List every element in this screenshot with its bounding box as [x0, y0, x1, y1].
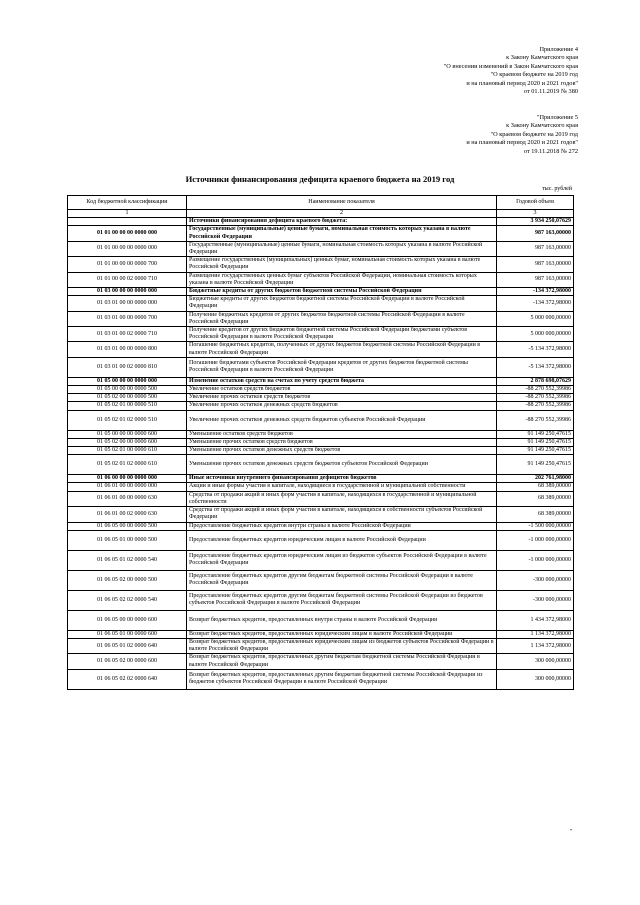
row-value: -5 134 372,98000 — [497, 357, 574, 377]
row-value: 202 761,98000 — [497, 475, 574, 483]
row-name: Уменьшение прочих остатков денежных средств бюджетов субъектов Российской Федерации — [187, 455, 497, 475]
column-header-name: Наименование показателя — [187, 196, 497, 210]
row-value: 300 000,00000 — [497, 669, 574, 689]
row-code: 01 06 05 01 00 0000 600 — [68, 630, 187, 638]
row-code: 01 05 02 00 00 0000 500 — [68, 394, 187, 402]
row-value: 68 389,00000 — [497, 507, 574, 522]
row-code: 01 06 05 01 00 0000 500 — [68, 530, 187, 550]
row-value: 91 149 250,47615 — [497, 447, 574, 455]
row-name: Размещение государственных (муниципальных) ценных бумаг, номинальная стоимость которых указана в валюте Российской Федерации — [187, 257, 497, 272]
row-code: 01 06 05 02 00 0000 500 — [68, 570, 187, 590]
row-name: Средства от продажи акций и иных форм участия в капитале, находящихся в государственной и муниципальной собственности — [187, 491, 497, 506]
row-value: 91 149 250,47615 — [497, 455, 574, 475]
row-name: Бюджетные кредиты от других бюджетов бюджетной системы Российской Федерации — [187, 288, 497, 296]
column-number-row — [68, 210, 574, 218]
row-name: Государственные (муниципальные) ценные бумаги, номинальная стоимость которых указана в валюте Российской Федерации — [187, 241, 497, 256]
table-row — [68, 410, 574, 430]
row-code: 01 03 01 00 00 0000 800 — [68, 342, 187, 357]
row-name: Предоставление бюджетных кредитов другим бюджетам бюджетной системы Российской Федерации в валюте Российской Федерации — [187, 570, 497, 590]
row-value: -1 000 000,00000 — [497, 530, 574, 550]
row-name: Предоставление бюджетных кредитов юридическим лицам в валюте Российской Федерации — [187, 530, 497, 550]
row-code: 01 01 00 00 02 0000 710 — [68, 272, 187, 287]
row-name: Размещение государственных ценных бумаг субъектов Российской Федерации, номинальная стоимость которых указана в валюте Российской Федерации — [187, 272, 497, 287]
row-value: -134 372,98000 — [497, 288, 574, 296]
table-row — [68, 550, 574, 570]
row-code: 01 06 05 02 00 0000 600 — [68, 654, 187, 669]
table-row — [68, 394, 574, 402]
table-row — [68, 272, 574, 287]
row-code — [68, 218, 187, 226]
table-row — [68, 402, 574, 410]
column-header-value: Годовой объем — [497, 196, 574, 210]
header-line: Приложение 4 — [539, 46, 578, 53]
sources-table — [67, 195, 574, 690]
row-name: Предоставление бюджетных кредитов другим бюджетам бюджетной системы Российской Федерации из бюджетов субъектов Российской Федерации в валюте Российской Федерации — [187, 590, 497, 610]
table-row — [68, 570, 574, 590]
row-value: 987 163,00000 — [497, 257, 574, 272]
row-value: 68 389,00000 — [497, 483, 574, 491]
header-original — [466, 114, 578, 156]
row-name: Увеличение прочих остатков денежных средств бюджетов — [187, 402, 497, 410]
row-code: 01 01 00 00 00 0000 700 — [68, 257, 187, 272]
row-code: 01 03 00 00 00 0000 000 — [68, 288, 187, 296]
row-code: 01 06 01 00 02 0000 630 — [68, 507, 187, 522]
row-name: Изменение остатков средств на счетах по учету средств бюджета — [187, 377, 497, 385]
row-value: 3 934 250,07629 — [497, 218, 574, 226]
header-line: "Приложение 5 — [536, 114, 578, 121]
table-row — [68, 630, 574, 638]
row-code: 01 01 00 00 00 0000 000 — [68, 226, 187, 241]
row-value: 68 389,00000 — [497, 491, 574, 506]
row-code: 01 03 01 00 00 0000 700 — [68, 311, 187, 326]
row-name: Средства от продажи акций и иных форм участия в капитале, находящихся в собственности субъектов Российской Федерации — [187, 507, 497, 522]
row-name: Увеличение прочих остатков средств бюджетов — [187, 394, 497, 402]
row-value: 987 163,00000 — [497, 272, 574, 287]
row-code: 01 06 05 02 02 0000 640 — [68, 669, 187, 689]
row-value: 91 149 250,47615 — [497, 430, 574, 438]
row-value: -88 270 552,39986 — [497, 410, 574, 430]
row-code: 01 05 02 00 00 0000 600 — [68, 438, 187, 446]
row-name: Погашение бюджетных кредитов, полученных от других бюджетов бюджетной системы Российской Федерации в валюте Российской Федерации — [187, 342, 497, 357]
row-name: Возврат бюджетных кредитов, предоставленных юридическим лицам в валюте Российской Федерации — [187, 630, 497, 638]
page-title: Источники финансирования дефицита краевого бюджета на 2019 год — [185, 174, 455, 184]
row-code: 01 06 00 00 00 0000 000 — [68, 475, 187, 483]
row-value: 5 000 000,00000 — [497, 327, 574, 342]
row-name: Предоставление бюджетных кредитов внутри страны в валюте Российской Федерации — [187, 522, 497, 530]
closing-quote-mark: " — [570, 829, 573, 835]
row-value: 1 434 372,98000 — [497, 610, 574, 630]
table-row — [68, 377, 574, 385]
row-name: Уменьшение остатков средств бюджетов — [187, 430, 497, 438]
column-number: 3 — [497, 210, 574, 218]
row-value: 987 163,00000 — [497, 226, 574, 241]
header-line: от 19.11.2018 № 272 — [523, 147, 578, 155]
row-code: 01 06 05 00 00 0000 600 — [68, 610, 187, 630]
header-line: "О краевом бюджете на 2019 год — [490, 71, 578, 79]
table-row — [68, 430, 574, 438]
row-code: 01 05 02 01 00 0000 510 — [68, 402, 187, 410]
row-code: 01 06 05 02 02 0000 540 — [68, 590, 187, 610]
row-code: 01 03 01 00 02 0000 710 — [68, 327, 187, 342]
table-row — [68, 669, 574, 689]
row-value: 2 878 698,07629 — [497, 377, 574, 385]
row-value: 1 134 372,98000 — [497, 638, 574, 653]
row-code: 01 06 05 01 02 0000 640 — [68, 638, 187, 653]
row-name: Возврат бюджетных кредитов, предоставленных внутри страны в валюте Российской Федерации — [187, 610, 497, 630]
row-code: 01 05 02 01 02 0000 510 — [68, 410, 187, 430]
table-row — [68, 447, 574, 455]
row-name: Увеличение остатков средств бюджетов — [187, 386, 497, 394]
table-row — [68, 638, 574, 653]
row-code: 01 06 05 00 00 0000 500 — [68, 522, 187, 530]
table-row — [68, 654, 574, 669]
row-value: 5 000 000,00000 — [497, 311, 574, 326]
header-line: от 01.11.2019 № 380 — [523, 88, 578, 96]
table-row — [68, 311, 574, 326]
row-code: 01 05 00 00 00 0000 000 — [68, 377, 187, 385]
table-row — [68, 491, 574, 506]
row-name: Акции и иные формы участия в капитале, находящиеся в государственной и муниципальной собственности — [187, 483, 497, 491]
column-number: 2 — [187, 210, 497, 218]
row-name: Уменьшение прочих остатков средств бюджетов — [187, 438, 497, 446]
row-name: Иные источники внутреннего финансирования дефицитов бюджетов — [187, 475, 497, 483]
row-value: -88 270 552,39986 — [497, 394, 574, 402]
table-row — [68, 530, 574, 550]
row-code: 01 05 02 01 00 0000 610 — [68, 447, 187, 455]
table-row — [68, 507, 574, 522]
row-name: Получение кредитов от других бюджетов бюджетной системы Российской Федерации бюджетами субъектов Российской Федерации в валюте Российской Федерации — [187, 327, 497, 342]
header-line: к Закону Камчатского края — [506, 122, 578, 130]
header-line: к Закону Камчатского края — [506, 54, 578, 62]
table-row — [68, 610, 574, 630]
row-value: -1 000 000,00000 — [497, 550, 574, 570]
table-row — [68, 288, 574, 296]
row-value: -88 270 552,39986 — [497, 386, 574, 394]
row-name: Погашение бюджетами субъектов Российской Федерации кредитов от других бюджетов бюджетной системы Российской Федерации в валюте Российской Федерации — [187, 357, 497, 377]
units-label: тыс. рублей — [542, 186, 572, 192]
column-header-code: Код бюджетной классификации — [68, 196, 187, 210]
header-line: "О краевом бюджете на 2019 год — [490, 130, 578, 138]
row-value: 300 000,00000 — [497, 654, 574, 669]
table-row — [68, 386, 574, 394]
row-name: Источники финансирования дефицита краевого бюджета: — [187, 218, 497, 226]
table-row — [68, 218, 574, 226]
table-header-row — [68, 196, 574, 210]
table-row — [68, 257, 574, 272]
column-number: 1 — [68, 210, 187, 218]
table-row — [68, 327, 574, 342]
row-name: Получение бюджетных кредитов от других бюджетов бюджетной системы Российской Федерации в валюте Российской Федерации — [187, 311, 497, 326]
row-code: 01 06 01 00 00 0000 630 — [68, 491, 187, 506]
table-row — [68, 475, 574, 483]
row-code: 01 06 01 00 00 0000 000 — [68, 483, 187, 491]
table-row — [68, 342, 574, 357]
row-value: 91 149 250,47615 — [497, 438, 574, 446]
table-row — [68, 226, 574, 241]
row-code: 01 06 05 01 02 0000 540 — [68, 550, 187, 570]
row-value: -1 500 000,00000 — [497, 522, 574, 530]
row-code: 01 05 00 00 00 0000 500 — [68, 386, 187, 394]
header-line: и на плановый период 2020 и 2021 годов" — [466, 139, 578, 147]
row-value: -300 000,00000 — [497, 570, 574, 590]
table-row — [68, 483, 574, 491]
table-row — [68, 522, 574, 530]
row-code: 01 05 00 00 00 0000 600 — [68, 430, 187, 438]
row-value: -88 270 552,39986 — [497, 402, 574, 410]
row-value: -5 134 372,98000 — [497, 342, 574, 357]
row-value: 1 134 372,98000 — [497, 630, 574, 638]
header-line: "О внесении изменений в Закон Камчатского края — [443, 62, 578, 70]
row-name: Возврат бюджетных кредитов, предоставленных юридическим лицам из бюджетов субъектов Российской Федерации в валюте Российской Федерации — [187, 638, 497, 653]
table-row — [68, 438, 574, 446]
table-row — [68, 357, 574, 377]
table-row — [68, 590, 574, 610]
table-row — [68, 241, 574, 256]
row-value: -300 000,00000 — [497, 590, 574, 610]
table-row — [68, 455, 574, 475]
row-name: Увеличение прочих остатков денежных средств бюджетов субъектов Российской Федерации — [187, 410, 497, 430]
row-name: Предоставление бюджетных кредитов юридическим лицам из бюджетов субъектов Российской Федерации в валюте Российской Федерации — [187, 550, 497, 570]
row-name: Возврат бюджетных кредитов, предоставленных другим бюджетам бюджетной системы Российской Федерации из бюджетов субъектов Российской Федерации в валюте Российской Федерации — [187, 669, 497, 689]
row-code: 01 03 01 00 02 0000 810 — [68, 357, 187, 377]
row-code: 01 01 00 00 00 0000 000 — [68, 241, 187, 256]
header-amendment — [444, 46, 578, 96]
row-name: Возврат бюджетных кредитов, предоставленных другим бюджетам бюджетной системы Российской Федерации в валюте Российской Федерации — [187, 654, 497, 669]
table-row — [68, 296, 574, 311]
row-name: Государственные (муниципальные) ценные бумаги, номинальная стоимость которых указана в валюте Российской Федерации — [187, 226, 497, 241]
row-code: 01 03 01 00 00 0000 000 — [68, 296, 187, 311]
row-value: 987 163,00000 — [497, 241, 574, 256]
header-line: и на плановый период 2020 и 2021 годов" — [466, 79, 578, 87]
row-name: Уменьшение прочих остатков денежных средств бюджетов — [187, 447, 497, 455]
row-name: Бюджетные кредиты от других бюджетов бюджетной системы Российской Федерации в валюте Российской Федерации — [187, 296, 497, 311]
row-value: -134 372,98000 — [497, 296, 574, 311]
row-code: 01 05 02 01 02 0000 610 — [68, 455, 187, 475]
